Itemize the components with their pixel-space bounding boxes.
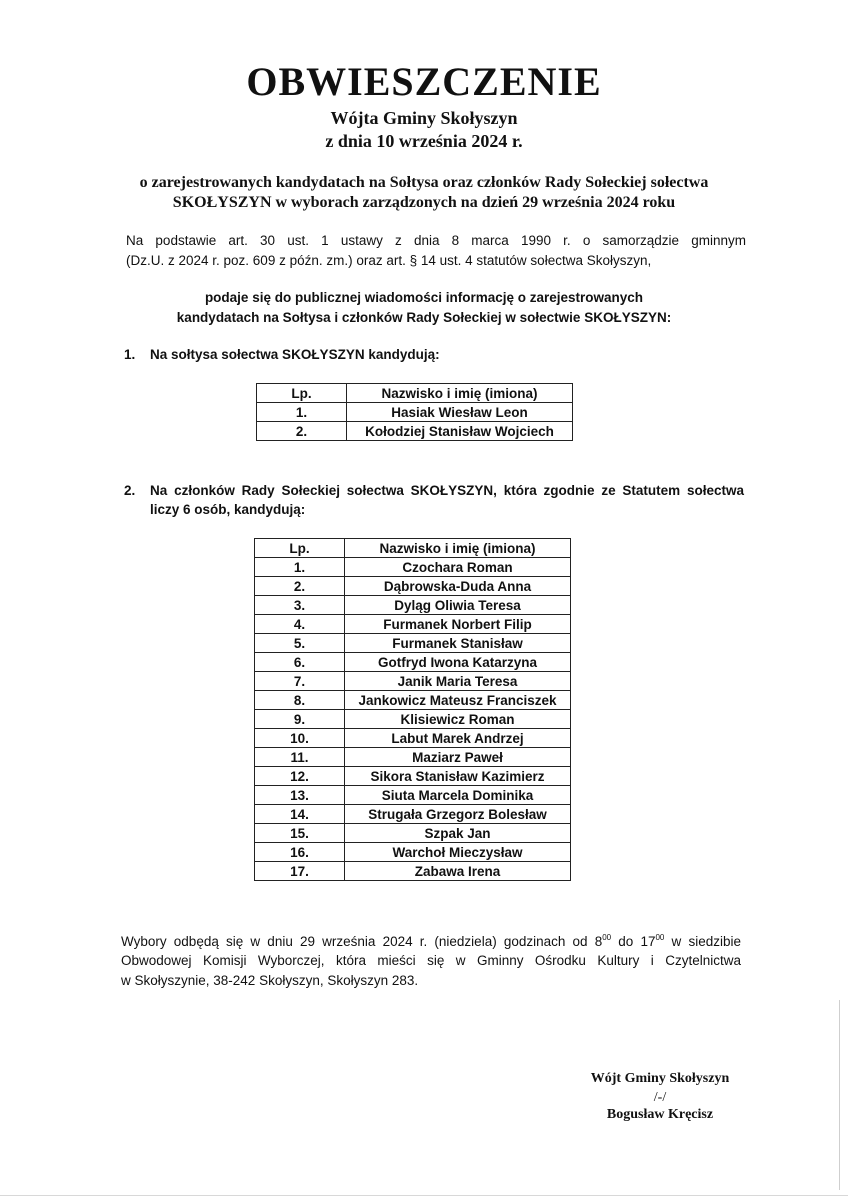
document-title: OBWIESZCZENIE: [246, 59, 602, 104]
row-name: Warchoł Mieczysław: [345, 843, 571, 862]
row-name: Szpak Jan: [345, 824, 571, 843]
row-name: Gotfryd Iwona Katarzyna: [345, 653, 571, 672]
table-row: [255, 862, 571, 881]
row-name: Jankowicz Mateusz Franciszek: [345, 691, 571, 710]
soltys-candidates-table: [256, 383, 573, 441]
row-lp: 15.: [255, 824, 345, 843]
table-row: [255, 596, 571, 615]
row-lp: 14.: [255, 805, 345, 824]
column-header-lp: Lp.: [255, 539, 345, 558]
table-row: [255, 786, 571, 805]
table-row: [255, 558, 571, 577]
row-name: Janik Maria Teresa: [345, 672, 571, 691]
signature-name: Bogusław Kręcisz: [606, 1107, 714, 1122]
row-lp: 11.: [255, 748, 345, 767]
legal-basis-line-1: Na podstawie art. 30 ust. 1 ustawy z dnia 8 marca 1990 r. o samorządzie gminnym: [126, 233, 746, 248]
table-row: [255, 710, 571, 729]
table-row: [257, 422, 573, 441]
end-hour-minutes: 00: [655, 933, 665, 942]
column-header-name: Nazwisko i imię (imiona): [345, 539, 571, 558]
table-row: [255, 805, 571, 824]
row-name: Dąbrowska-Duda Anna: [345, 577, 571, 596]
row-lp: 3.: [255, 596, 345, 615]
section-2-heading-line-1: Na członków Rady Sołeckiej sołectwa SKOŁYSZYN, która zgodnie ze Statutem sołectwa: [150, 483, 744, 498]
table-row: [255, 691, 571, 710]
section-1-heading: Na sołtysa sołectwa SKOŁYSZYN kandydują:: [150, 347, 440, 362]
start-hour-minutes: 00: [602, 933, 612, 942]
row-lp: 5.: [255, 634, 345, 653]
row-lp: 8.: [255, 691, 345, 710]
table-row: [255, 577, 571, 596]
table-row: [255, 767, 571, 786]
table-row: [255, 672, 571, 691]
issuer-line: Wójta Gminy Skołyszyn: [330, 108, 518, 128]
election-info-line-2: Obwodowej Komisji Wyborczej, która mieści się w Gminny Ośrodku Kultury i Czytelnictwa: [121, 953, 741, 968]
section-2-heading-line-2: liczy 6 osób, kandydują:: [150, 502, 306, 517]
row-name: Zabawa Irena: [345, 862, 571, 881]
table-row: [255, 729, 571, 748]
announcement-line-2: kandydatach na Sołtysa i członków Rady Sołeckiej w sołectwie SKOŁYSZYN:: [176, 310, 672, 325]
table-row: [255, 748, 571, 767]
row-name: Klisiewicz Roman: [345, 710, 571, 729]
row-name: Strugała Grzegorz Bolesław: [345, 805, 571, 824]
election-info-line-1: [121, 933, 741, 949]
column-header-lp: Lp.: [257, 384, 347, 403]
council-candidates-table: [254, 538, 571, 881]
signature-title: Wójt Gminy Skołyszyn: [590, 1071, 730, 1086]
table-row: [255, 824, 571, 843]
section-2-number: 2.: [124, 483, 136, 498]
row-name: Czochara Roman: [345, 558, 571, 577]
row-name: Furmanek Stanisław: [345, 634, 571, 653]
row-lp: 7.: [255, 672, 345, 691]
table-row: [257, 403, 573, 422]
row-lp: 4.: [255, 615, 345, 634]
row-name: Siuta Marcela Dominika: [345, 786, 571, 805]
table-header-row: [255, 539, 571, 558]
scan-bottom-line: [0, 1195, 848, 1196]
row-lp: 17.: [255, 862, 345, 881]
row-name: Hasiak Wiesław Leon: [347, 403, 573, 422]
table-row: [255, 634, 571, 653]
row-lp: 16.: [255, 843, 345, 862]
row-lp: 1.: [255, 558, 345, 577]
table-row: [255, 843, 571, 862]
table-header-row: [257, 384, 573, 403]
signature-mark: /-/: [653, 1090, 667, 1105]
row-name: Maziarz Paweł: [345, 748, 571, 767]
row-lp: 2.: [257, 422, 347, 441]
row-lp: 10.: [255, 729, 345, 748]
announcement-line-1: podaje się do publicznej wiadomości informację o zarejestrowanych: [204, 290, 644, 305]
section-1-number: 1.: [124, 347, 136, 362]
scan-edge-line: [839, 1000, 840, 1190]
row-lp: 6.: [255, 653, 345, 672]
column-header-name: Nazwisko i imię (imiona): [347, 384, 573, 403]
row-lp: 9.: [255, 710, 345, 729]
table-row: [255, 653, 571, 672]
row-lp: 12.: [255, 767, 345, 786]
legal-basis-line-2: (Dz.U. z 2024 r. poz. 609 z późn. zm.) oraz art. § 14 ust. 4 statutów sołectwa Skołyszyn,: [126, 253, 652, 268]
row-lp: 13.: [255, 786, 345, 805]
election-info-line-3: w Skołyszynie, 38-242 Skołyszyn, Skołyszyn 283.: [121, 973, 419, 988]
subject-line-2: SKOŁYSZYN w wyborach zarządzonych na dzień 29 września 2024 roku: [172, 194, 676, 211]
row-name: Kołodziej Stanisław Wojciech: [347, 422, 573, 441]
end-hour-text: do 17: [611, 934, 656, 949]
subject-line-1: o zarejestrowanych kandydatach na Sołtysa oraz członków Rady Sołeckiej sołectwa: [139, 174, 709, 191]
row-name: Labut Marek Andrzej: [345, 729, 571, 748]
row-lp: 2.: [255, 577, 345, 596]
election-date-text: Wybory odbędą się w dniu 29 września 2024 r. (niedziela) godzinach od 8: [121, 934, 603, 949]
row-name: Dyląg Oliwia Teresa: [345, 596, 571, 615]
row-name: Sikora Stanisław Kazimierz: [345, 767, 571, 786]
issue-date: z dnia 10 września 2024 r.: [325, 131, 523, 151]
row-name: Furmanek Norbert Filip: [345, 615, 571, 634]
table-row: [255, 615, 571, 634]
venue-intro-text: w siedzibie: [664, 934, 741, 949]
row-lp: 1.: [257, 403, 347, 422]
